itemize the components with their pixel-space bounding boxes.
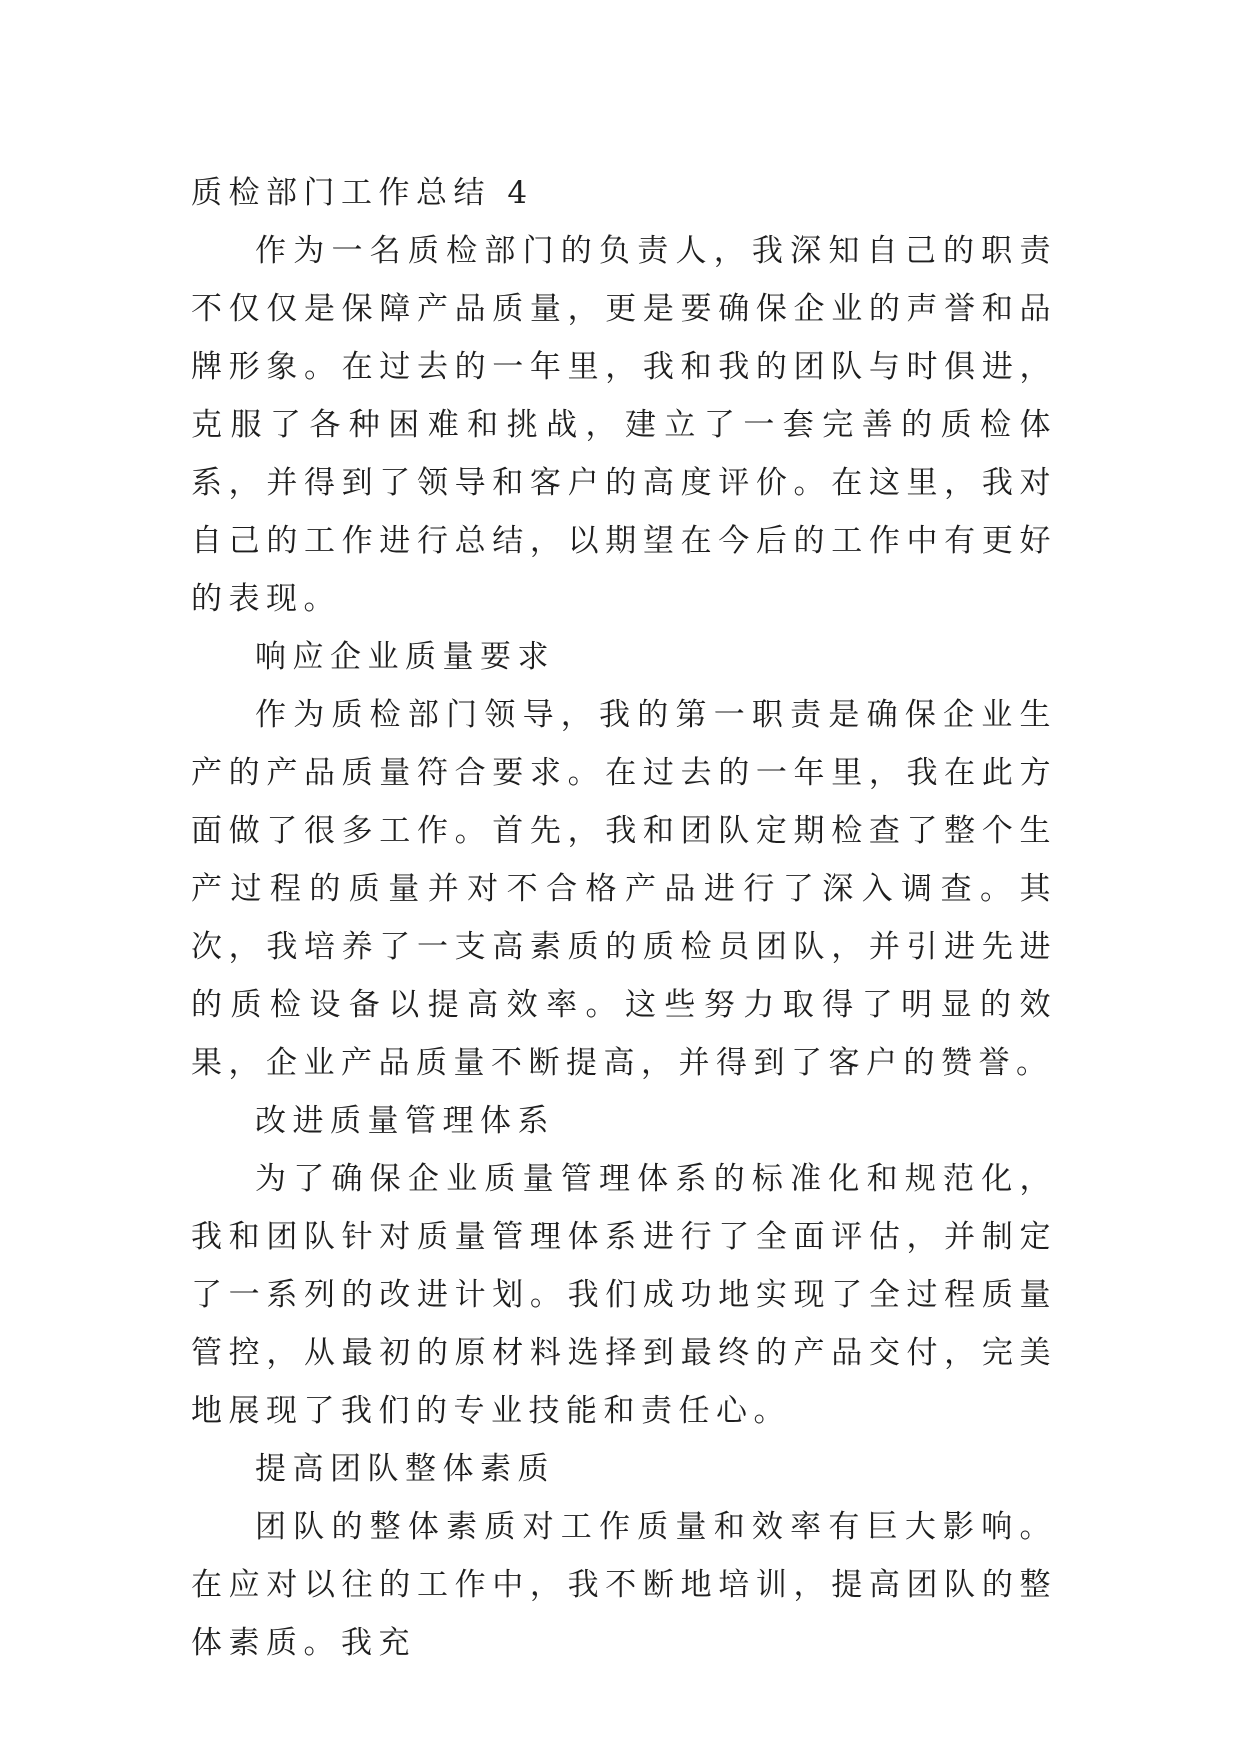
document-body <box>191 164 1057 1672</box>
section-heading-team-quality: 提高团队整体素质 <box>255 1451 555 1487</box>
section-heading-quality-requirements: 响应企业质量要求 <box>255 639 555 675</box>
section-heading-management-system: 改进质量管理体系 <box>255 1103 555 1139</box>
paragraph-team-quality: 团队的整体素质对工作质量和效率有巨大影响。在应对以往的工作中，我不断地培训，提高团队的整体素质。我充 <box>191 1509 1057 1661</box>
paragraph-quality-requirements: 作为质检部门领导，我的第一职责是确保企业生产的产品质量符合要求。在过去的一年里，我在此方面做了很多工作。首先，我和团队定期检查了整个生产过程的质量并对不合格产品进行了深入调查。其次，我培养了一支高素质的质检员团队，并引进先进的质检设备以提高效率。这些努力取得了明显的效果，企业产品质量不断提高，并得到了客户的赞誉。 <box>191 697 1057 1081</box>
paragraph-intro: 作为一名质检部门的负责人，我深知自己的职责不仅仅是保障产品质量，更是要确保企业的声誉和品牌形象。在过去的一年里，我和我的团队与时俱进，克服了各种困难和挑战，建立了一套完善的质检体系，并得到了领导和客户的高度评价。在这里，我对自己的工作进行总结，以期望在今后的工作中有更好的表现。 <box>191 233 1057 617</box>
document-title: 质检部门工作总结 4 <box>191 175 534 211</box>
paragraph-management-system: 为了确保企业质量管理体系的标准化和规范化，我和团队针对质量管理体系进行了全面评估，并制定了一系列的改进计划。我们成功地实现了全过程质量管控，从最初的原材料选择到最终的产品交付，完美地展现了我们的专业技能和责任心。 <box>191 1161 1057 1429</box>
